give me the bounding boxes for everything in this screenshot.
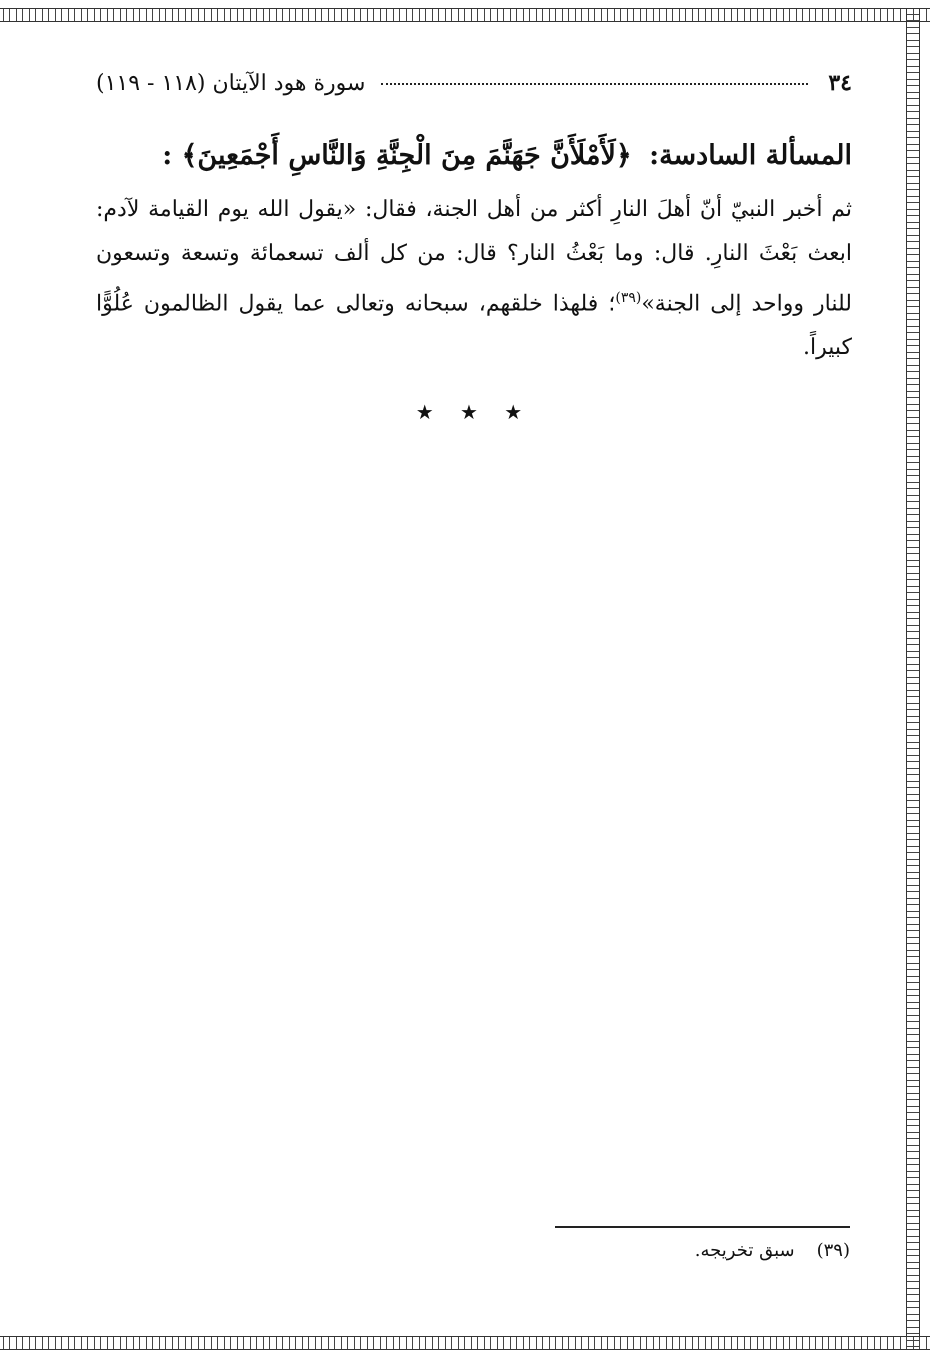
quran-verse: ﴿لَأَمْلَأَنَّ جَهَنَّمَ مِنَ الْجِنَّةِ وَالنَّاسِ أَجْمَعِينَ﴾ : — [162, 140, 632, 171]
paragraph-text-part1: ثم أخبر النبيّ أنّ أهلَ النارِ أكثر من أهل الجنة، فقال: «يقول الله يوم القيامة لآدم: ابعث بَعْثَ النارِ. قال: وما بَعْثُ النار؟ قال: من كل ألف تسعمائة وتسعة وتسعون للنار وواحد إلى الجنة» — [96, 197, 852, 317]
section-separator: ★ ★ ★ — [415, 400, 533, 425]
footnote-text: سبق تخريجه. — [694, 1240, 795, 1261]
decorative-border-right — [906, 8, 920, 1350]
section-heading — [96, 134, 852, 178]
body-paragraph — [96, 188, 852, 370]
running-header — [96, 70, 852, 110]
footnote-divider — [555, 1226, 850, 1228]
paragraph-text-part2: ؛ فلهذا خلقهم، سبحانه وتعالى عما يقول الظالمون عُلُوًّا كبيراً. — [96, 291, 852, 361]
footnote-reference: (٣٩) — [615, 290, 642, 306]
decorative-border-bottom — [0, 1336, 930, 1350]
section-label: المسألة السادسة: — [649, 140, 852, 171]
decorative-border-top — [0, 8, 930, 22]
footnote-number: (٣٩) — [816, 1240, 850, 1261]
page-number: ٣٤ — [828, 70, 852, 96]
page-content — [96, 60, 852, 424]
footnote — [560, 1240, 850, 1261]
header-leader-dots — [381, 83, 808, 85]
header-title: سورة هود الآيتان (١١٨ - ١١٩) — [96, 71, 366, 96]
